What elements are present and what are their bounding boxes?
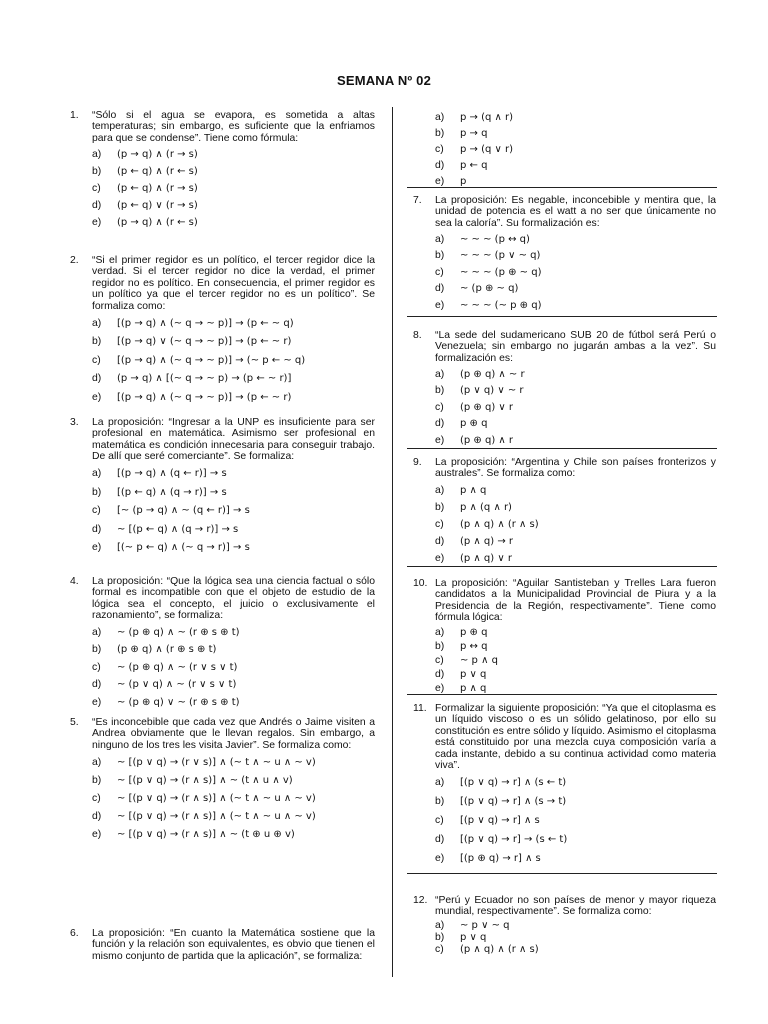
answer-option [413, 920, 716, 932]
option-letter: a) [435, 484, 445, 496]
option-letter: b) [92, 336, 102, 348]
question-text: Formalizar la siguiente proposición: “Ya que el citoplasma es un líquido viscoso o es un sólido gelatinoso, por ello su constitución es entre sólido y líquido. Asimismo el citoplasma está constituido por una mezcla cuya composición varía a cada instante, debido a su continua actividad como materia viva”. [435, 703, 716, 772]
option-letter: c) [92, 183, 101, 195]
question-number: 11. [413, 703, 427, 714]
option-formula: (p ∧ q) ∨ r [460, 552, 512, 564]
option-formula: ~ p ∨ ~ q [460, 920, 510, 932]
option-formula: ~ ~ ~ (p ⊕ ~ q) [460, 266, 542, 278]
question-6 [70, 928, 375, 964]
question-number: 8. [413, 330, 422, 341]
option-formula: p → (q ∧ r) [460, 112, 514, 124]
question-4 [70, 576, 375, 711]
answer-option [413, 811, 716, 830]
option-letter: d) [92, 200, 102, 212]
option-letter: d) [435, 283, 445, 295]
option-list [413, 482, 716, 567]
question-text: “Es inconcebible que cada vez que Andrés o Jaime visiten a Andrea obviamente que le llevan regalos. Sin embargo, a ninguno de los tres les visita Javier”. Se formaliza como: [92, 717, 375, 751]
option-letter: c) [435, 401, 444, 413]
option-formula: ~ [(p ∨ q) → (r ∧ s)] ∧ (~ t ∧ ~ u ∧ ~ v) [117, 792, 316, 804]
question-text: “Si el primer regidor es un político, el tercer regidor dice la verdad. Si el tercer regidor no dice la verdad, el primer regidor no es político. En consecuencia, el primer regidor es un político ya que el tercer regidor no es un político”. Se formaliza como: [92, 255, 375, 312]
option-letter: c) [435, 815, 444, 827]
question-number: 12. [413, 895, 428, 906]
option-formula: [(p ⊕ q) → r] ∧ s [460, 853, 541, 865]
option-formula: [(p → q) ∧ (q ← r)] → s [117, 468, 227, 480]
answer-option [413, 654, 716, 668]
question-1 [70, 110, 375, 231]
option-letter: d) [435, 160, 445, 172]
option-formula: p ⊕ q [460, 626, 488, 638]
answer-option [413, 297, 716, 314]
option-list [413, 231, 716, 314]
option-letter: e) [435, 176, 445, 188]
option-letter: d) [435, 668, 445, 680]
option-letter: e) [435, 853, 445, 865]
answer-option [70, 333, 375, 352]
option-letter: c) [435, 654, 444, 666]
option-formula: ~ [(p ← q) ∧ (q → r)] → s [117, 523, 239, 535]
answer-option [70, 659, 375, 677]
option-formula: ~ ~ ~ (~ p ⊕ q) [460, 299, 542, 311]
option-letter: e) [92, 542, 102, 554]
question-text: “Sólo si el agua se evapora, es sometida a altas temperaturas; sin embargo, es suficiente que la enfriamos para que se condense”. Tiene como fórmula: [92, 110, 375, 144]
option-formula: (p ← q) ∧ (r ← s) [117, 166, 198, 178]
answer-option [413, 142, 716, 158]
option-letter: c) [92, 661, 101, 673]
answer-option [70, 676, 375, 694]
option-formula: p ∧ q [460, 682, 487, 694]
question-separator [407, 694, 717, 695]
answer-option [413, 792, 716, 811]
answer-option [70, 825, 375, 843]
answer-option [413, 932, 716, 944]
answer-option [70, 180, 375, 197]
option-letter: e) [435, 552, 445, 564]
option-letter: b) [92, 166, 102, 178]
option-letter: a) [435, 233, 445, 245]
option-letter: b) [435, 128, 445, 140]
question-number: 9. [413, 457, 422, 468]
answer-option [413, 626, 716, 640]
answer-option [70, 520, 375, 539]
option-letter: d) [92, 373, 102, 385]
answer-option [413, 432, 716, 449]
question-text: La proposición: “Aguilar Santisteban y Trelles Lara fueron candidatos a la Municipalidad Provincial de Piura y a la Presidencia de la Región, respectivamente”. Tiene como fórmula lógica: [435, 578, 716, 624]
question-separator [407, 316, 717, 317]
option-letter: a) [92, 756, 102, 768]
question-8 [413, 330, 716, 449]
option-formula: p ∧ q [460, 484, 487, 496]
answer-option [70, 789, 375, 807]
page-title: SEMANA Nº 02 [336, 73, 432, 88]
answer-option [413, 773, 716, 792]
option-formula: (p ← q) ∨ (r → s) [117, 200, 198, 212]
answer-option [413, 830, 716, 849]
question-separator [407, 873, 717, 874]
question-separator [407, 187, 717, 188]
option-list [70, 465, 375, 558]
option-formula: (p ∧ q) → r [460, 535, 514, 547]
option-letter: c) [435, 518, 444, 530]
option-letter: d) [92, 810, 102, 822]
option-letter: a) [435, 368, 445, 380]
option-letter: c) [435, 944, 444, 956]
question-number: 5. [70, 717, 79, 728]
option-formula: [(p ∨ q) → r] ∧ s [460, 815, 540, 827]
option-formula: (p ⊕ q) ∨ r [460, 401, 514, 413]
question-number: 1. [70, 110, 79, 121]
question-separator [407, 448, 717, 449]
answer-option [70, 624, 375, 642]
option-formula: p ∨ q [460, 932, 487, 944]
answer-option [413, 264, 716, 281]
option-letter: b) [435, 501, 445, 513]
option-letter: a) [435, 112, 445, 124]
question-6-options [413, 110, 716, 190]
option-formula: ~ [(p ∨ q) → (r ∧ s)] ∧ ~ (t ∧ u ∧ v) [117, 774, 293, 786]
option-letter: b) [92, 486, 102, 498]
option-formula: ~ (p ⊕ q) ∨ ~ (r ⊕ s ⊕ t) [117, 696, 240, 708]
answer-option [70, 483, 375, 502]
answer-option [70, 694, 375, 712]
option-formula: ~ (p ⊕ ~ q) [460, 283, 519, 295]
question-number: 7. [413, 195, 422, 206]
question-7 [413, 195, 716, 314]
answer-option [70, 753, 375, 771]
option-letter: c) [435, 144, 444, 156]
option-formula: p ↔ q [460, 640, 488, 652]
question-text: La proposición: “Argentina y Chile son países fronterizos y australes”. Se formaliza como: [435, 457, 716, 480]
answer-option [413, 126, 716, 142]
question-text: La proposición: “Ingresar a la UNP es insuficiente para ser profesional en matemática. Asimismo ser profesional en matemática es condición innecesaria para conseguir trabajo. De allí que seré comerciante”. Se formaliza: [92, 417, 375, 463]
option-letter: a) [435, 626, 445, 638]
option-formula: p ⊕ q [460, 418, 488, 430]
answer-option [413, 231, 716, 248]
option-formula: ~ (p ⊕ q) ∧ ~ (r ∨ s ∨ t) [117, 661, 238, 673]
question-12 [413, 895, 716, 956]
option-letter: e) [92, 696, 102, 708]
option-letter: e) [92, 217, 102, 229]
answer-option [70, 370, 375, 389]
option-list [413, 920, 716, 956]
option-formula: [(p ∨ q) → r] ∧ (s ← t) [460, 777, 567, 789]
answer-option [413, 944, 716, 956]
option-formula: [(p → q) ∧ (~ q → ~ p)] → (p ← ~ q) [117, 317, 294, 329]
question-text: La proposición: Es negable, inconcebible y mentira que, la unidad de potencia es el watt a no ser que únicamente no sea la caloría”. Su formalización es: [435, 195, 716, 229]
option-formula: (p → q) ∧ [(~ q → ~ p) → (p ← ~ r)] [117, 373, 292, 385]
option-letter: d) [435, 834, 445, 846]
option-formula: (p → q) ∧ (r ← s) [117, 217, 198, 229]
option-formula: ~ (p ⊕ q) ∧ ~ (r ⊕ s ⊕ t) [117, 626, 240, 638]
option-letter: a) [92, 626, 102, 638]
option-letter: b) [92, 644, 102, 656]
option-formula: [(~ p ← q) ∧ (~ q → r)] → s [117, 542, 250, 554]
answer-option [413, 248, 716, 265]
option-formula: (p ⊕ q) ∧ (r ⊕ s ⊕ t) [117, 644, 217, 656]
option-formula: (p ∧ q) ∧ (r ∧ s) [460, 944, 539, 956]
option-letter: c) [435, 266, 444, 278]
answer-option [413, 383, 716, 400]
answer-option [70, 197, 375, 214]
option-formula: [(p → q) ∧ (~ q → ~ p)] → (~ p ← ~ q) [117, 354, 306, 366]
answer-option [413, 110, 716, 126]
option-formula: (p ∧ q) ∧ (r ∧ s) [460, 518, 539, 530]
option-letter: e) [435, 434, 445, 446]
answer-option [413, 482, 716, 499]
answer-option [413, 416, 716, 433]
option-formula: ~ ~ ~ (p ∨ ~ q) [460, 250, 541, 262]
answer-option [70, 771, 375, 789]
option-letter: a) [92, 149, 102, 161]
option-list [70, 624, 375, 712]
option-formula: ~ [(p ∨ q) → (r ∨ s)] ∧ (~ t ∧ ~ u ∧ ~ v) [117, 756, 316, 768]
answer-option [70, 314, 375, 333]
option-formula: (p ∨ q) ∨ ~ r [460, 385, 524, 397]
answer-option [413, 499, 716, 516]
question-2 [70, 255, 375, 407]
answer-option [413, 281, 716, 298]
answer-option [413, 399, 716, 416]
answer-option [70, 465, 375, 484]
question-10 [413, 578, 716, 696]
option-letter: e) [435, 682, 445, 694]
answer-option [413, 366, 716, 383]
option-letter: e) [92, 828, 102, 840]
option-list [70, 314, 375, 407]
answer-option [70, 146, 375, 163]
option-letter: b) [435, 796, 445, 808]
question-separator [407, 566, 717, 567]
answer-option [413, 533, 716, 550]
option-formula: [(p → q) ∧ (~ q → ~ p)] → (p ← ~ r) [117, 391, 292, 403]
question-number: 2. [70, 255, 79, 266]
option-formula: [(p ∨ q) → r] → (s ← t) [460, 834, 568, 846]
question-number: 3. [70, 417, 79, 428]
option-formula: p ∨ q [460, 668, 487, 680]
option-formula: [(p ← q) ∧ (q → r)] → s [117, 486, 227, 498]
question-11 [413, 703, 716, 868]
option-letter: b) [435, 932, 445, 944]
option-letter: b) [435, 640, 445, 652]
option-letter: a) [92, 317, 102, 329]
question-text: La proposición: “En cuanto la Matemática sostiene que la función y la relación son equivalentes, es obvio que tienen el mismo conjunto de partida que la aplicación”, se formaliza: [92, 928, 375, 962]
question-text: “Perú y Ecuador no son países de menor y mayor riqueza mundial, respectivamente”. Se formaliza como: [435, 895, 716, 918]
question-9 [413, 457, 716, 567]
answer-option [70, 214, 375, 231]
option-list [413, 773, 716, 868]
option-formula: ~ p ∧ q [460, 654, 498, 666]
option-formula: (p → q) ∧ (r → s) [117, 149, 198, 161]
option-letter: d) [435, 418, 445, 430]
option-formula: [(p ∨ q) → r] ∧ (s → t) [460, 796, 567, 808]
option-formula: p ∧ (q ∧ r) [460, 501, 512, 513]
option-formula: ~ [(p ∨ q) → (r ∧ s)] ∧ ~ (t ⊕ u ⊕ v) [117, 828, 295, 840]
answer-option [413, 158, 716, 174]
answer-option [70, 807, 375, 825]
answer-option [413, 640, 716, 654]
option-letter: b) [435, 250, 445, 262]
option-letter: d) [435, 535, 445, 547]
column-divider [392, 107, 393, 977]
option-formula: ~ [(p ∨ q) → (r ∧ s)] ∧ (~ t ∧ ~ u ∧ ~ v) [117, 810, 316, 822]
option-formula: (p ⊕ q) ∧ ~ r [460, 368, 525, 380]
option-formula: p → (q ∨ r) [460, 144, 514, 156]
question-text: “La sede del sudamericano SUB 20 de fútbol será Perú o Venezuela; sin embargo no jugarán ambas a la vez”. Su formalización es: [435, 330, 716, 364]
answer-option [413, 668, 716, 682]
option-list [70, 146, 375, 231]
option-formula: [~ (p → q) ∧ ~ (q ← r)] → s [117, 505, 250, 517]
option-letter: a) [435, 920, 445, 932]
answer-option [70, 351, 375, 370]
option-formula: (p ← q) ∧ (r → s) [117, 183, 198, 195]
option-formula: p [460, 176, 467, 188]
question-3 [70, 417, 375, 557]
answer-option [413, 849, 716, 868]
option-letter: c) [92, 792, 101, 804]
answer-option [413, 516, 716, 533]
option-formula: p ← q [460, 160, 488, 172]
option-letter: c) [92, 354, 101, 366]
option-letter: a) [435, 777, 445, 789]
option-formula: (p ⊕ q) ∧ r [460, 434, 514, 446]
option-letter: d) [92, 679, 102, 691]
option-letter: d) [92, 523, 102, 535]
option-letter: a) [92, 468, 102, 480]
option-formula: [(p → q) ∨ (~ q → ~ p)] → (p ← ~ r) [117, 336, 292, 348]
answer-option [70, 539, 375, 558]
question-text: La proposición: “Que la lógica sea una ciencia factual o sólo formal es incompatible con que el objeto de estudio de la lógica sea el concepto, el juicio o exclusivamente el razonamiento”, se formaliza: [92, 576, 375, 622]
option-letter: b) [92, 774, 102, 786]
option-list [413, 626, 716, 696]
answer-option [70, 163, 375, 180]
answer-option [70, 388, 375, 407]
option-formula: ~ ~ ~ (p ↔ q) [460, 233, 530, 245]
question-number: 6. [70, 928, 79, 939]
answer-option [70, 641, 375, 659]
option-letter: b) [435, 385, 445, 397]
option-formula: ~ (p ∨ q) ∧ ~ (r ∨ s ∨ t) [117, 679, 237, 691]
answer-option [70, 502, 375, 521]
option-list [413, 366, 716, 449]
option-letter: c) [92, 505, 101, 517]
question-number: 4. [70, 576, 79, 587]
option-list [70, 753, 375, 843]
answer-option [413, 550, 716, 567]
question-5 [70, 717, 375, 843]
option-letter: e) [92, 391, 102, 403]
option-formula: p → q [460, 128, 488, 140]
question-number: 10. [413, 578, 428, 589]
option-letter: e) [435, 299, 445, 311]
